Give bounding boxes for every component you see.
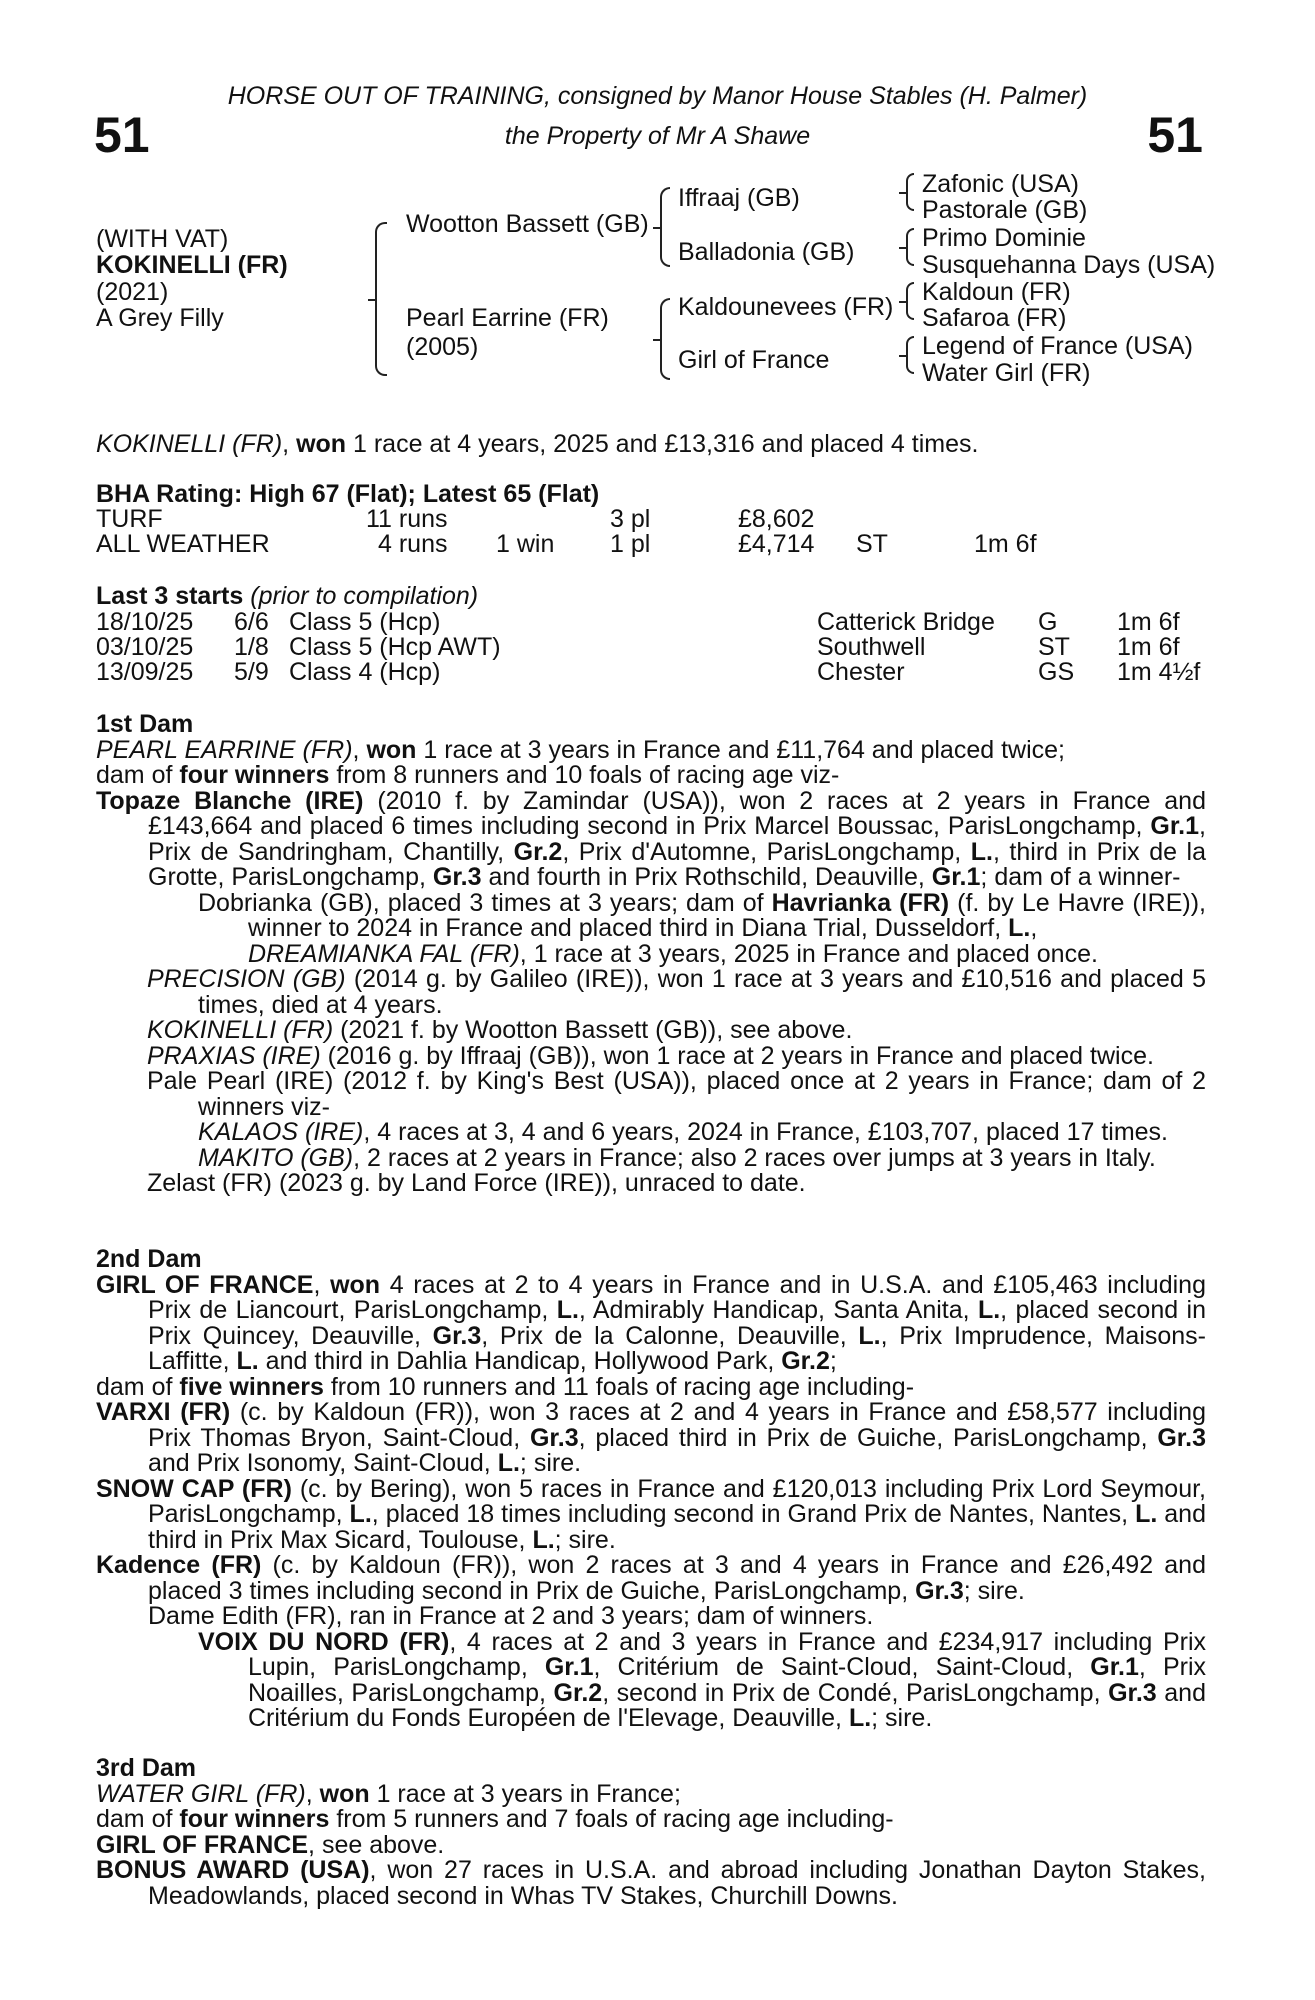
progeny-entry (96, 1830, 1206, 1859)
dam-sire-sire: Kaldoun (FR) (922, 278, 1071, 306)
sire-dam-dam: Susquehanna Days (USA) (922, 251, 1216, 279)
rating-placed: 3 pl (610, 505, 651, 533)
entry-text: , (1030, 914, 1038, 942)
consignor-line: HORSE OUT OF TRAINING, consigned by Manor House Stables (H. Palmer) (227, 82, 1088, 110)
entry-text: , 4 races at 2 and 3 years in France and £234,917 including Prix Lupin, ParisLongchamp, (248, 1627, 1206, 1681)
start-going: G (1038, 608, 1058, 636)
entry-text: ; sire. (963, 1576, 1025, 1605)
listed-badge: L. (556, 1296, 579, 1324)
record-text: and third in Dahlia Handicap, Hollywood Park, (258, 1347, 782, 1375)
progeny-entry (96, 1400, 1206, 1477)
grade-badge: Gr.3 (915, 1576, 964, 1605)
horse-name: PRAXIAS (IRE) (147, 1041, 321, 1070)
property-line: the Property of Mr A Shawe (504, 122, 811, 150)
progeny-entry: Zelast (FR) (2023 g. by Land Force (IRE)), unraced to date. (147, 1169, 806, 1197)
listed-badge: L. (858, 1321, 881, 1350)
rating-surface: TURF (96, 505, 163, 533)
third-dam-section (96, 1756, 1206, 1909)
won-label: won (319, 1779, 370, 1808)
progeny-entry: Pale Pearl (IRE) (2012 f. by King's Best (USA)), placed once at 2 years in France; dam of 2 winners viz- (147, 1067, 1206, 1121)
entry-text: (2016 g. by Iffraaj (GB)), won 1 race at 2 years in France and placed twice. (320, 1041, 1154, 1070)
last-starts-note: (prior to compilation) (250, 582, 479, 610)
progeny-entry (96, 1858, 1206, 1909)
listed-badge: L. (970, 837, 993, 866)
produce-text: dam of (96, 1805, 180, 1833)
second-dam-section (96, 1247, 1206, 1732)
horse-name: KOKINELLI (FR) (147, 1016, 334, 1044)
entry-text: and Critérium du Fonds Européen de l'Elevage, Deauville, (248, 1678, 1206, 1732)
start-going: GS (1038, 658, 1075, 686)
dam: Pearl Earrine (FR) (406, 304, 609, 332)
entry-text: , Prix d'Automne, ParisLongchamp, (562, 837, 971, 866)
horse-name: SNOW CAP (FR) (96, 1474, 292, 1503)
winners-count: four winners (179, 761, 330, 789)
entry-text: Dobrianka (GB), placed 3 times at 3 years; dam of (198, 888, 772, 917)
pedigree-brace (375, 222, 387, 376)
summary-name: KOKINELLI (FR) (96, 430, 283, 458)
entry-text: ; sire. (554, 1525, 616, 1554)
second-dam-produce (96, 1372, 1206, 1401)
grade-badge: Gr.2 (553, 1678, 603, 1707)
pedigree-brace (906, 336, 914, 374)
produce-text: from 5 runners and 7 foals of racing age including- (329, 1805, 894, 1833)
entry-text: ; dam of a winner- (980, 863, 1181, 891)
start-race: Class 5 (Hcp AWT) (289, 633, 501, 661)
rating-prize: £8,602 (738, 505, 815, 533)
progeny-entry (96, 1474, 1206, 1554)
rating-runs: 11 runs (366, 505, 448, 533)
first-dam-produce (96, 763, 1206, 789)
subject-description: A Grey Filly (96, 304, 224, 332)
horse-name: MAKITO (GB) (198, 1143, 354, 1172)
start-distance: 1m 6f (1117, 608, 1180, 636)
rating-placed: 1 pl (610, 530, 651, 558)
third-dam-record: WATER GIRL (FR), won 1 race at 3 years in France; (96, 1779, 681, 1808)
progeny-entry (96, 1553, 1206, 1604)
dam-sire: Kaldounevees (FR) (678, 293, 894, 321)
entry-text: , third in Prix de la Grotte, ParisLongchamp, (148, 837, 1206, 891)
start-going: ST (1038, 633, 1070, 661)
subject-name: KOKINELLI (FR) (96, 251, 288, 279)
produce-text: from 8 runners and 10 foals of racing age viz- (329, 761, 840, 789)
winners-count: four winners (179, 1805, 330, 1833)
dam-sire-dam: Safaroa (FR) (922, 304, 1067, 332)
sire: Wootton Bassett (GB) (406, 210, 649, 238)
rating-distance: 1m 6f (974, 530, 1037, 558)
listed-badge: L. (1008, 914, 1031, 942)
horse-name: Topaze Blanche (IRE) (96, 786, 364, 815)
entry-text: , won 27 races in U.S.A. and abroad including Jonathan Dayton Stakes, Meadowlands, placed second in Whas TV Stakes, Churchill Downs. (148, 1856, 1206, 1910)
pedigree-brace (906, 228, 914, 266)
horse-name: Kadence (FR) (96, 1551, 262, 1579)
pedigree-brace (660, 298, 670, 380)
won-label: won (330, 1270, 381, 1299)
subject-year: (2021) (96, 278, 169, 306)
progeny-entry (96, 1018, 1206, 1044)
entry-text: (c. by Kaldoun (FR)), won 2 races at 3 and 4 years in France and £26,492 and placed 3 times including second in Prix de Guiche, ParisLongchamp, (148, 1551, 1206, 1605)
horse-name: Havrianka (FR) (771, 888, 950, 917)
record-text: , Prix Imprudence, Maisons-Laffitte, (148, 1321, 1206, 1375)
first-dam-section (96, 712, 1206, 1197)
entry-text: , Critérium de Saint-Cloud, Saint-Cloud, (593, 1653, 1091, 1681)
listed-badge: L. (532, 1525, 555, 1554)
start-race: Class 4 (Hcp) (289, 658, 441, 686)
dam-year: (2005) (406, 333, 479, 361)
entry-text: (c. by Bering), won 5 races in France and £120,013 including Prix Lord Seymour, ParisLongchamp, (148, 1474, 1206, 1528)
grade-badge: Gr.3 (1108, 1678, 1157, 1707)
horse-name: VOIX DU NORD (FR) (198, 1627, 450, 1656)
entry-text: , 4 races at 3, 4 and 6 years, 2024 in France, £103,707, placed 17 times. (363, 1118, 1168, 1146)
grade-badge: Gr.2 (513, 837, 563, 866)
record-text: , placed second in Prix Quincey, Deauville, (148, 1296, 1206, 1350)
dam-dam-sire: Legend of France (USA) (922, 332, 1193, 360)
vat-note: (WITH VAT) (96, 225, 229, 253)
progeny-entry (96, 1120, 1206, 1146)
entry-text: , Prix Noailles, ParisLongchamp, (248, 1653, 1206, 1707)
start-position: 5/9 (234, 658, 269, 686)
entry-text: (2010 f. by Zamindar (USA)), won 2 races at 2 years in France and £143,664 and placed 6 times including second in Prix Marcel Boussac, ParisLongchamp, (148, 786, 1206, 840)
start-distance: 1m 6f (1117, 633, 1180, 661)
listed-badge: L. (848, 1704, 872, 1732)
grade-badge: Gr.3 (529, 1423, 579, 1452)
dam-dam-dam: Water Girl (FR) (922, 359, 1091, 387)
progeny-entry (96, 1041, 1206, 1070)
listed-badge: L. (977, 1296, 1001, 1324)
lot-number-left: 51 (94, 107, 150, 163)
entry-text: , Prix de Sandringham, Chantilly, (148, 812, 1206, 866)
record-text: 1 race at 3 years in France; (369, 1779, 681, 1808)
record-text: , Admirably Handicap, Santa Anita, (578, 1296, 978, 1324)
start-course: Southwell (817, 633, 926, 661)
race-summary: KOKINELLI (FR), won 1 race at 4 years, 2025 and £13,316 and placed 4 times. (96, 430, 979, 458)
horse-name: GIRL OF FRANCE (96, 1830, 309, 1859)
summary-text: 1 race at 4 years, 2025 and £13,316 and placed 4 times. (346, 430, 979, 458)
grade-badge: Gr.2 (781, 1347, 830, 1375)
record-text: ; (829, 1347, 837, 1375)
entry-text: (f. by Le Havre (IRE)), winner to 2024 in France and placed third in Diana Trial, Dusseldorf, (248, 888, 1206, 942)
start-date: 13/09/25 (96, 658, 194, 686)
progeny-entry (96, 888, 1206, 968)
horse-name: WATER GIRL (FR) (96, 1779, 306, 1808)
entry-text: , see above. (308, 1830, 445, 1859)
rating-prize: £4,714 (738, 530, 815, 558)
horse-name: GIRL OF FRANCE (96, 1270, 314, 1299)
rating-going: ST (856, 530, 888, 558)
grade-badge: Gr.3 (432, 863, 482, 891)
progeny-entry (96, 967, 1206, 1018)
sire-sire: Iffraaj (GB) (678, 184, 800, 212)
listed-badge: L. (349, 1500, 372, 1528)
dam-dam: Girl of France (678, 346, 830, 374)
progeny-entry (96, 786, 1206, 891)
rating-wins: 1 win (496, 530, 555, 558)
grade-badge: Gr.1 (544, 1653, 594, 1681)
second-dam-title: 2nd Dam (96, 1245, 202, 1273)
sire-dam-sire: Primo Dominie (922, 224, 1086, 252)
entry-text: ; sire. (519, 1449, 582, 1477)
produce-text: dam of (96, 761, 180, 789)
pedigree-brace (906, 173, 914, 211)
first-dam-record: PEARL EARRINE (FR), won 1 race at 3 years in France and £11,764 and placed twice; (96, 735, 1065, 764)
horse-name: VARXI (FR) (96, 1398, 231, 1426)
listed-badge: L. (236, 1347, 259, 1375)
start-date: 18/10/25 (96, 608, 194, 636)
record-text: 4 races at 2 to 4 years in France and in U.S.A. and £105,463 including Prix de Liancourt, ParisLongchamp, (148, 1270, 1206, 1324)
start-position: 6/6 (234, 608, 269, 636)
start-date: 03/10/25 (96, 633, 194, 661)
rating-surface: ALL WEATHER (96, 530, 270, 558)
won-label: won (366, 735, 417, 764)
last-starts-title: Last 3 starts (96, 582, 244, 610)
record-text: 1 race at 3 years in France and £11,764 and placed twice; (416, 735, 1065, 764)
grade-badge: Gr.1 (931, 863, 981, 891)
entry-text: , placed 18 times including second in Grand Prix de Nantes, Nantes, (371, 1500, 1136, 1528)
grade-badge: Gr.1 (1090, 1653, 1139, 1681)
entry-text: (2021 f. by Wootton Bassett (GB)), see above. (333, 1016, 853, 1044)
entry-text: and Prix Isonomy, Saint-Cloud, (148, 1449, 498, 1477)
entry-text: (c. by Kaldoun (FR)), won 3 races at 2 and 4 years in France and £58,577 including Prix Thomas Bryon, Saint-Cloud, (148, 1398, 1206, 1452)
horse-name: KALAOS (IRE) (198, 1118, 364, 1146)
grade-badge: Gr.3 (1157, 1423, 1206, 1452)
lot-number-right: 51 (1147, 107, 1203, 163)
progeny-entry (96, 1143, 1206, 1172)
third-dam-title: 3rd Dam (96, 1754, 197, 1782)
summary-won: won (296, 430, 347, 458)
horse-name: BONUS AWARD (USA) (96, 1856, 370, 1884)
start-distance: 1m 4½f (1117, 658, 1201, 686)
start-course: Chester (817, 658, 905, 686)
entry-text: ; sire. (871, 1704, 933, 1732)
sire-sire-sire: Zafonic (USA) (922, 170, 1079, 198)
pedigree-brace (660, 187, 670, 267)
sire-sire-dam: Pastorale (GB) (922, 196, 1088, 224)
entry-text: (2014 g. by Galileo (IRE)), won 1 race at 3 years and £10,516 and placed 5 times, died at 4 years. (198, 965, 1206, 1019)
second-dam-record: GIRL OF FRANCE, won 4 races at 2 to 4 years in France and in U.S.A. and £105,463 including Prix de Liancourt, ParisLongchamp, L., Admirably Handicap, Santa Anita, L., placed second in Prix Quincey, Deauville, Gr.3, Prix de la Calonne, Deauville, L., Prix Imprudence, Maisons-Laffitte, L. and third in Dahlia Handicap, Hollywood Park, Gr.2; (96, 1270, 1206, 1375)
listed-badge: L. (497, 1449, 520, 1477)
rating-runs: 4 runs (378, 530, 448, 558)
entry-text: , 1 race at 3 years, 2025 in France and placed once. (519, 939, 1098, 968)
pedigree-brace (906, 282, 914, 320)
first-dam-title: 1st Dam (96, 710, 194, 738)
horse-name: PEARL EARRINE (FR) (96, 735, 353, 764)
record-text: , Prix de la Calonne, Deauville, (481, 1321, 859, 1350)
sire-dam: Balladonia (GB) (678, 238, 855, 266)
start-position: 1/8 (234, 633, 269, 661)
bha-rating: BHA Rating: High 67 (Flat); Latest 65 (Flat) (96, 480, 600, 508)
entry-text: , 2 races at 2 years in France; also 2 races over jumps at 3 years in Italy. (353, 1143, 1156, 1172)
progeny-entry (96, 1627, 1206, 1732)
entry-text: and fourth in Prix Rothschild, Deauville, (481, 863, 932, 891)
produce-text: dam of (96, 1372, 180, 1401)
last-starts-heading (96, 584, 478, 610)
produce-text: from 10 runners and 11 foals of racing age including- (323, 1372, 915, 1401)
horse-name: PRECISION (GB) (147, 965, 346, 993)
grade-badge: Gr.1 (1150, 812, 1200, 840)
entry-text: , placed third in Prix de Guiche, ParisLongchamp, (578, 1423, 1158, 1452)
grade-badge: Gr.3 (432, 1321, 482, 1350)
entry-text: , second in Prix de Condé, ParisLongchamp, (602, 1678, 1109, 1707)
progeny-entry: Dame Edith (FR), ran in France at 2 and 3 years; dam of winners. (148, 1602, 874, 1630)
start-course: Catterick Bridge (817, 608, 995, 636)
listed-badge: L. (1135, 1500, 1158, 1528)
horse-name: DREAMIANKA FAL (FR) (248, 939, 520, 968)
third-dam-produce (96, 1807, 1206, 1833)
winners-count: five winners (179, 1372, 324, 1401)
entry-text: and third in Prix Max Sicard, Toulouse, (148, 1500, 1206, 1554)
start-race: Class 5 (Hcp) (289, 608, 441, 636)
